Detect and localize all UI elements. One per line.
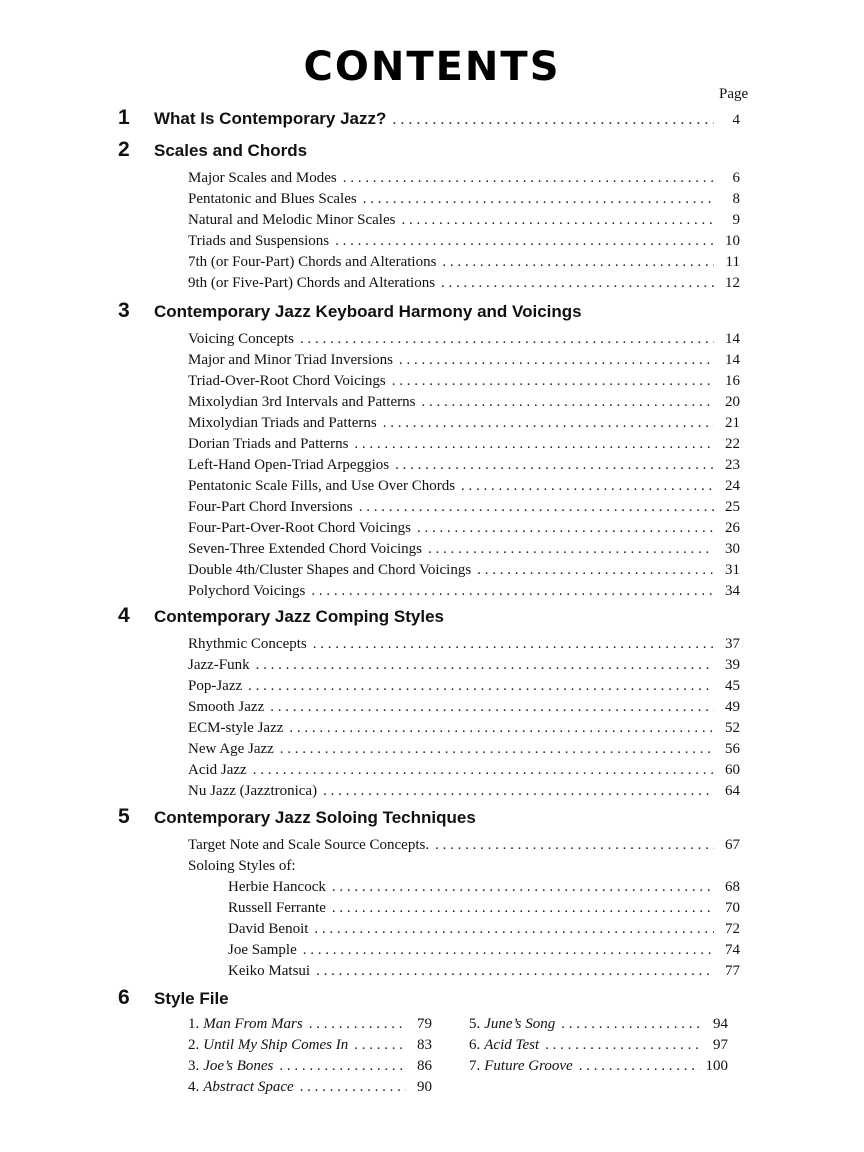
chapter-title: Contemporary Jazz Keyboard Harmony and Voicings <box>154 302 582 321</box>
song-entry[interactable]: 7. Future Groove . . . 100 <box>469 1058 728 1079</box>
leader-dots <box>392 111 714 129</box>
toc-entry[interactable]: Pop-Jazz . . . 45 <box>118 678 740 699</box>
chapter-1 <box>118 106 768 138</box>
page-title: CONTENTS <box>303 44 561 90</box>
style-file-column-right <box>469 1016 728 1079</box>
song-entry[interactable]: 6. Acid Test . . . 97 <box>469 1037 728 1058</box>
toc-entry[interactable]: Four-Part Chord Inversions . . . 25 <box>118 499 740 520</box>
toc-entry[interactable]: Herbie Hancock . . . 68 <box>118 879 740 900</box>
toc-entry[interactable]: Smooth Jazz . . . 49 <box>118 699 740 720</box>
toc-entry[interactable]: Jazz-Funk . . . 39 <box>118 657 740 678</box>
toc-entry[interactable]: Left-Hand Open-Triad Arpeggios . . . 23 <box>118 457 740 478</box>
chapter-number: 5 <box>118 805 130 828</box>
chapter-4 <box>118 604 768 804</box>
chapter-3 <box>118 299 768 604</box>
song-entry[interactable]: 5. June’s Song . . . 94 <box>469 1016 728 1037</box>
toc-entry[interactable]: Dorian Triads and Patterns . . . 22 <box>118 436 740 457</box>
chapter-title: Contemporary Jazz Comping Styles <box>154 607 445 626</box>
chapter-title[interactable]: What Is Contemporary Jazz? <box>154 109 387 128</box>
toc-entry[interactable]: Seven-Three Extended Chord Voicings . . . 30 <box>118 541 740 562</box>
toc-entry[interactable]: Target Note and Scale Source Concepts. . . . 67 <box>118 837 740 858</box>
toc-entry[interactable]: Triad-Over-Root Chord Voicings . . . 16 <box>118 373 740 394</box>
toc-entry[interactable]: Natural and Melodic Minor Scales . . . 9 <box>118 212 740 233</box>
chapter-entries <box>118 331 768 604</box>
toc-entry[interactable]: Polychord Voicings . . . 34 <box>118 583 740 604</box>
chapter-title: Scales and Chords <box>154 141 308 160</box>
song-entry[interactable]: 3. Joe’s Bones . . . 86 <box>188 1058 432 1079</box>
toc-entry[interactable]: Pentatonic Scale Fills, and Use Over Chords . . . 24 <box>118 478 740 499</box>
toc-entry[interactable]: Rhythmic Concepts . . . 37 <box>118 636 740 657</box>
toc-entry[interactable]: 7th (or Four-Part) Chords and Alterations . . . 11 <box>118 254 740 275</box>
song-entry[interactable]: 4. Abstract Space . . . 90 <box>188 1079 432 1100</box>
page-column-label: Page <box>719 86 749 102</box>
chapter-2 <box>118 138 768 296</box>
toc-entry[interactable]: David Benoit . . . 72 <box>118 921 740 942</box>
toc-entry[interactable]: Keiko Matsui . . . 77 <box>118 963 740 984</box>
chapter-entries <box>118 636 768 804</box>
toc-entry[interactable]: Mixolydian Triads and Patterns . . . 21 <box>118 415 740 436</box>
chapter-title: Contemporary Jazz Soloing Techniques <box>154 808 476 827</box>
toc-entry[interactable]: Triads and Suspensions . . . 10 <box>118 233 740 254</box>
song-entry[interactable]: 1. Man From Mars . . . 79 <box>188 1016 432 1037</box>
soloing-styles-label: Soloing Styles of: <box>188 858 296 874</box>
toc-entry[interactable]: Major Scales and Modes . . . 6 <box>118 170 740 191</box>
chapter-6 <box>118 986 768 1018</box>
toc-entry[interactable]: Major and Minor Triad Inversions . . . 14 <box>118 352 740 373</box>
chapter-entries <box>118 170 768 296</box>
toc-entry[interactable]: Pentatonic and Blues Scales . . . 8 <box>118 191 740 212</box>
chapter-number: 6 <box>118 986 130 1009</box>
toc-entry[interactable]: Voicing Concepts . . . 14 <box>118 331 740 352</box>
chapter-number: 4 <box>118 604 130 627</box>
toc-entry[interactable]: ECM-style Jazz . . . 52 <box>118 720 740 741</box>
toc-entry[interactable]: Double 4th/Cluster Shapes and Chord Voicings . . . 31 <box>118 562 740 583</box>
song-entry[interactable]: 2. Until My Ship Comes In . . . 83 <box>188 1037 432 1058</box>
toc-entry[interactable]: Joe Sample . . . 74 <box>118 942 740 963</box>
toc-entry[interactable]: Nu Jazz (Jazztronica) . . . 64 <box>118 783 740 804</box>
toc-entry[interactable]: Mixolydian 3rd Intervals and Patterns . . . 20 <box>118 394 740 415</box>
toc-entry[interactable]: Four-Part-Over-Root Chord Voicings . . . 26 <box>118 520 740 541</box>
chapter-title: Style File <box>154 989 229 1008</box>
toc-entry[interactable]: New Age Jazz . . . 56 <box>118 741 740 762</box>
chapter-5 <box>118 805 768 984</box>
chapter-entries <box>118 837 768 984</box>
toc-entry[interactable]: Acid Jazz . . . 60 <box>118 762 740 783</box>
toc-entry[interactable]: 9th (or Five-Part) Chords and Alterations . . . 12 <box>118 275 740 296</box>
chapter-number: 1 <box>118 106 130 129</box>
toc-entry[interactable]: Russell Ferrante . . . 70 <box>118 900 740 921</box>
chapter-number: 2 <box>118 138 130 161</box>
chapter-page-number: 4 <box>732 112 740 128</box>
chapter-number: 3 <box>118 299 130 322</box>
style-file-column-left <box>188 1016 432 1100</box>
